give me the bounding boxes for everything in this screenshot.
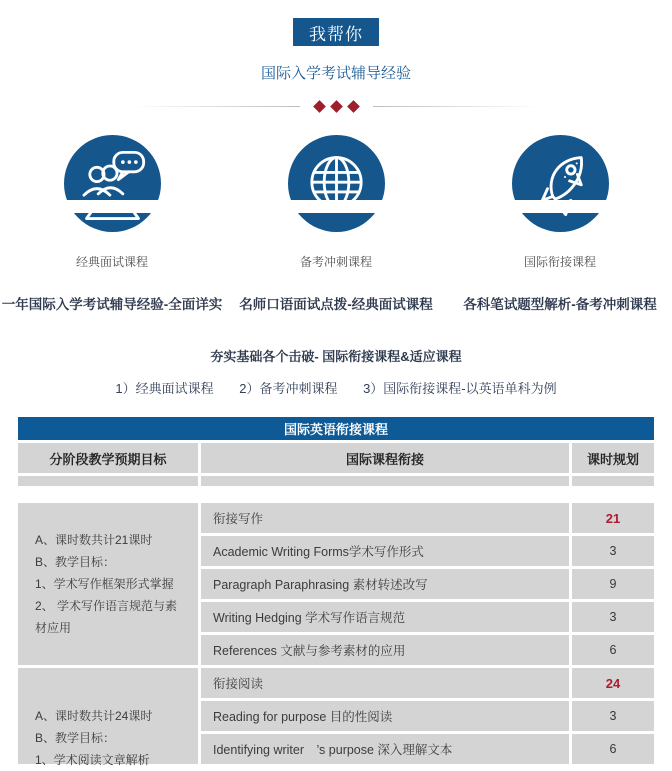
feature-caption: 国际衔接课程: [523, 255, 596, 269]
course-cell: References 文献与参考素材的应用: [201, 635, 569, 665]
goal-cell-stage1: [18, 503, 198, 665]
headline-row: [0, 293, 672, 313]
course-cell: Academic Writing Forms学术写作形式: [201, 536, 569, 566]
circle-band: [507, 200, 614, 213]
feature-row: [0, 135, 672, 270]
circle-band: [59, 200, 166, 213]
feature-sprint: [224, 135, 448, 270]
hours-cell: 3: [572, 602, 654, 632]
hours-cell: 21: [572, 503, 654, 533]
goal-line: 1、学术写作框架形式掌握: [35, 577, 174, 591]
intro-course-item: 3）国际衔接课程-以英语单科为例: [363, 381, 557, 396]
intro-course-item: 1）经典面试课程: [115, 381, 214, 396]
column-header-goals: 分阶段教学预期目标: [18, 443, 198, 473]
course-cell: Paragraph Paraphrasing 素材转述改写: [201, 569, 569, 599]
feature-caption: 备考冲刺课程: [299, 255, 372, 269]
feature-bridge: [448, 135, 672, 270]
promo-page: [0, 18, 672, 765]
table-body: [18, 503, 654, 767]
spacer-cell: [572, 476, 654, 486]
goal-line: B、教学目标：: [35, 555, 116, 569]
column-header-hours: 课时规划: [572, 443, 654, 473]
section-badge: 我帮你: [293, 18, 379, 46]
divider-line-left: [132, 106, 300, 107]
intro-course-item: 2）备考冲刺课程: [239, 381, 338, 396]
diamond-ornament: [315, 102, 358, 111]
feature-circle: [64, 135, 161, 232]
course-cell: Writing Hedging 学术写作语言规范: [201, 602, 569, 632]
hours-cell: 24: [572, 668, 654, 698]
feature-circle: [288, 135, 385, 232]
diamond-icon: [313, 100, 326, 113]
section-subtitle: 国际入学考试辅导经验: [260, 65, 411, 82]
table-title: 国际英语衔接课程: [18, 417, 654, 440]
feature-caption: 经典面试课程: [75, 255, 148, 269]
column-header-course: 国际课程衔接: [201, 443, 569, 473]
intro-title: 夯实基础各个击破- 国际衔接课程&适应课程: [210, 349, 462, 364]
ornament-divider: [0, 102, 672, 111]
hours-cell: 3: [572, 701, 654, 731]
course-table: [18, 417, 654, 767]
course-cell: 衔接写作: [201, 503, 569, 533]
spacer-cell: [201, 476, 569, 486]
goal-line: A、课时数共计21课时: [35, 533, 153, 547]
goal-line: A、课时数共计24课时: [35, 709, 153, 723]
feature-headline: 名师口语面试点拨-经典面试课程: [239, 297, 433, 312]
hours-cell: 6: [572, 734, 654, 764]
goal-cell-stage2: [18, 668, 198, 767]
spacer-cell: [18, 476, 198, 486]
goal-line: 2、 学术写作语言规范与素材应用: [35, 599, 178, 635]
divider-line-right: [373, 106, 541, 107]
course-cell: Reading for purpose 目的性阅读: [201, 701, 569, 731]
feature-circle: [512, 135, 609, 232]
feature-interview: [0, 135, 224, 270]
diamond-icon: [330, 100, 343, 113]
hours-cell: 3: [572, 536, 654, 566]
course-cell: 衔接阅读: [201, 668, 569, 698]
circle-band: [283, 200, 390, 213]
table-header-row: [18, 443, 654, 486]
diamond-icon: [347, 100, 360, 113]
hours-cell: 6: [572, 635, 654, 665]
hours-cell: 9: [572, 569, 654, 599]
feature-headline: 各科笔试题型解析-备考冲刺课程: [463, 297, 657, 312]
course-cell: Identifying writer ’s purpose 深入理解文本: [201, 734, 569, 764]
feature-headline: 一年国际入学考试辅导经验-全面详实: [1, 297, 223, 312]
goal-line: 1、学术阅读文章解析: [35, 753, 150, 767]
goal-line: B、教学目标：: [35, 731, 116, 745]
intro-course-list: [0, 378, 672, 397]
